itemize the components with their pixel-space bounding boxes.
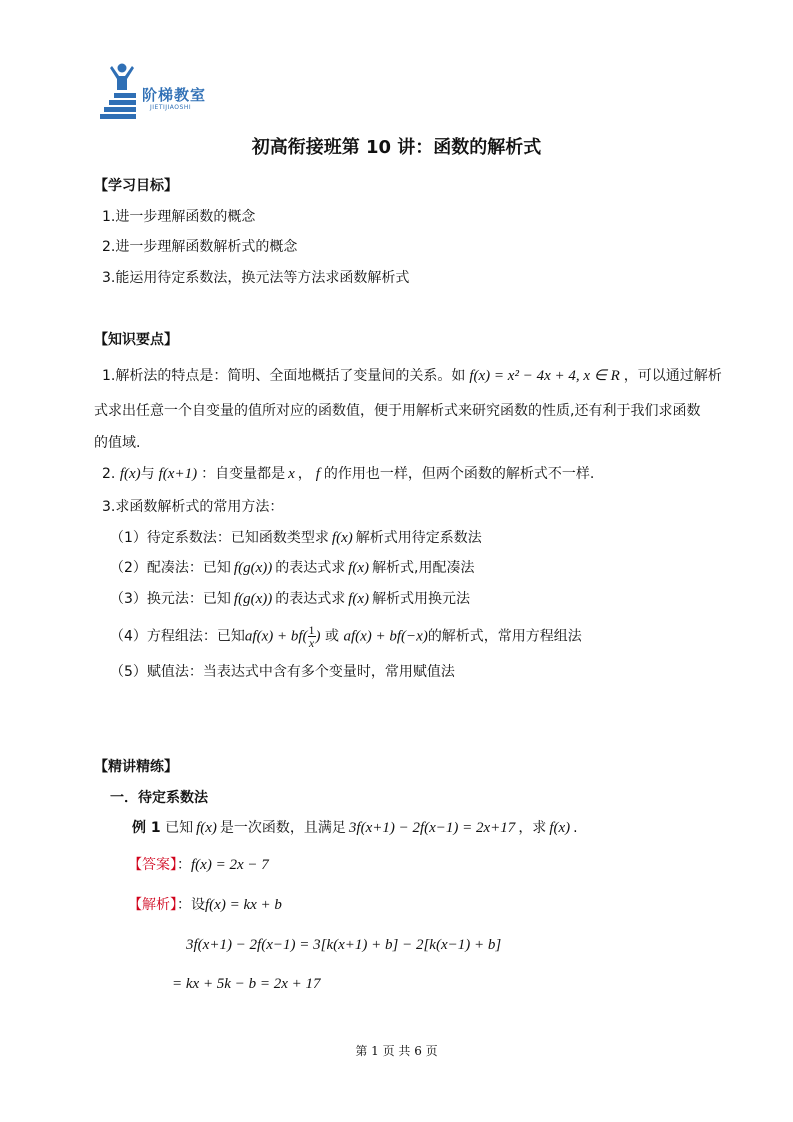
analysis-colon: ：设 [177,897,205,913]
method-item-2 [110,558,475,578]
math-expression: af(x) + bf(−x) [343,628,428,645]
method-text: 的表达式求 [275,560,346,576]
method-text: 解析式用换元法 [372,591,471,607]
method-text: （4）方程组法：已知 [110,628,245,645]
method-text: （1）待定系数法：已知函数类型求 [110,530,329,546]
answer-expression: f(x) = 2x − 7 [191,857,269,873]
section-heading-knowledge: 【知识要点】 [94,332,178,348]
goal-item: 2.进一步理解函数解析式的概念 [102,239,298,255]
logo-name: 阶梯教室 [142,86,207,104]
math-expression: af(x) + bf( [244,628,308,645]
math-expression: f(g(x)) [233,591,273,607]
method-item-3 [110,589,470,609]
method-text: 的表达式求 [275,591,346,607]
goal-item: 1.进一步理解函数的概念 [102,209,256,225]
method-text: （2）配凑法：已知 [110,560,231,576]
solution-step-1: 3f(x+1) − 2f(x−1) = 3[k(x+1) + b] − 2[k(x−1) + b] [186,937,502,953]
knowledge-text: 1.解析法的特点是：简明、全面地概括了变量间的关系。如 [102,368,466,384]
math-expression: f(x) [331,530,353,546]
method-text: 或 [324,628,339,645]
page-footer: 第 1 页 共 6 页 [355,1044,438,1058]
method-text: （3）换元法：已知 [110,591,231,607]
knowledge-text: ：自变量都是 [201,466,286,482]
example-1 [132,818,578,838]
logo-mark-icon [100,62,140,120]
logo [100,62,230,122]
analysis-tag: 【解析】 [128,897,177,913]
knowledge-paragraph-1-line-2: 式求出任意一个自变量的值所对应的函数值，便于用解析式来研究函数的性质,还有利于我们求函数 [94,403,701,419]
method-text: 的解析式，常用方程组法 [427,628,582,645]
logo-subtitle: JIETIJIAOSHI [150,104,192,111]
method-text: 解析式用待定系数法 [355,530,482,546]
goal-item: 3.能运用待定系数法，换元法等方法求函数解析式 [102,270,410,286]
math-expression: x [288,466,295,482]
knowledge-paragraph-2 [102,464,594,484]
answer-tag: 【答案】 [128,857,177,873]
knowledge-text: 与 [140,466,155,482]
knowledge-text: ， [297,466,312,482]
fraction-numerator: 1 [308,623,315,637]
knowledge-text: 的作用也一样，但两个函数的解析式不一样. [323,466,595,482]
math-expression: f(x) = kx + b [205,897,282,913]
math-expression: f(x) [119,466,141,482]
example-label: 例 1 [132,820,161,836]
math-expression: f(g(x)) [233,560,273,576]
answer-colon: ： [177,857,191,873]
example-text: . [573,820,578,836]
math-expression: f(x) = x² − 4x + 4, x ∈ R [469,368,620,384]
subsection-heading: 一．待定系数法 [110,790,208,806]
example-text: 已知 [165,820,194,836]
fraction-denominator: x [308,636,315,650]
section-heading-goals: 【学习目标】 [94,178,178,194]
analysis-line [128,895,282,915]
knowledge-paragraph-3: 3.求函数解析式的常用方法： [102,499,284,515]
math-expression: ) [315,628,321,645]
example-text: 是一次函数，且满足 [219,820,346,836]
method-item-1 [110,528,482,548]
example-text: ，求 [518,820,547,836]
math-expression: f [315,466,320,482]
math-expression: f(x) [348,591,370,607]
math-expression: f(x) [196,820,217,836]
method-item-4 [110,624,582,649]
math-expression: f(x) [549,820,571,836]
solution-step-2: = kx + 5k − b = 2x + 17 [172,976,321,992]
knowledge-text: ，可以通过解析 [623,368,722,384]
page-title: 初高衔接班第 10 讲：函数的解析式 [251,137,542,158]
knowledge-paragraph-1-line-3: 的值域. [94,435,141,451]
math-expression: f(x) [348,560,370,576]
math-expression: 3f(x+1) − 2f(x−1) = 2x+17 [348,820,516,836]
section-heading-practice: 【精讲精练】 [94,759,178,775]
answer-line [128,855,269,875]
knowledge-paragraph-1 [102,366,722,386]
method-text: 解析式,用配凑法 [372,560,475,576]
math-fraction [308,624,316,649]
method-item-5: （5）赋值法：当表达式中含有多个变量时，常用赋值法 [110,664,455,680]
knowledge-text: 2. [102,466,116,482]
math-expression: f(x+1) [158,466,198,482]
